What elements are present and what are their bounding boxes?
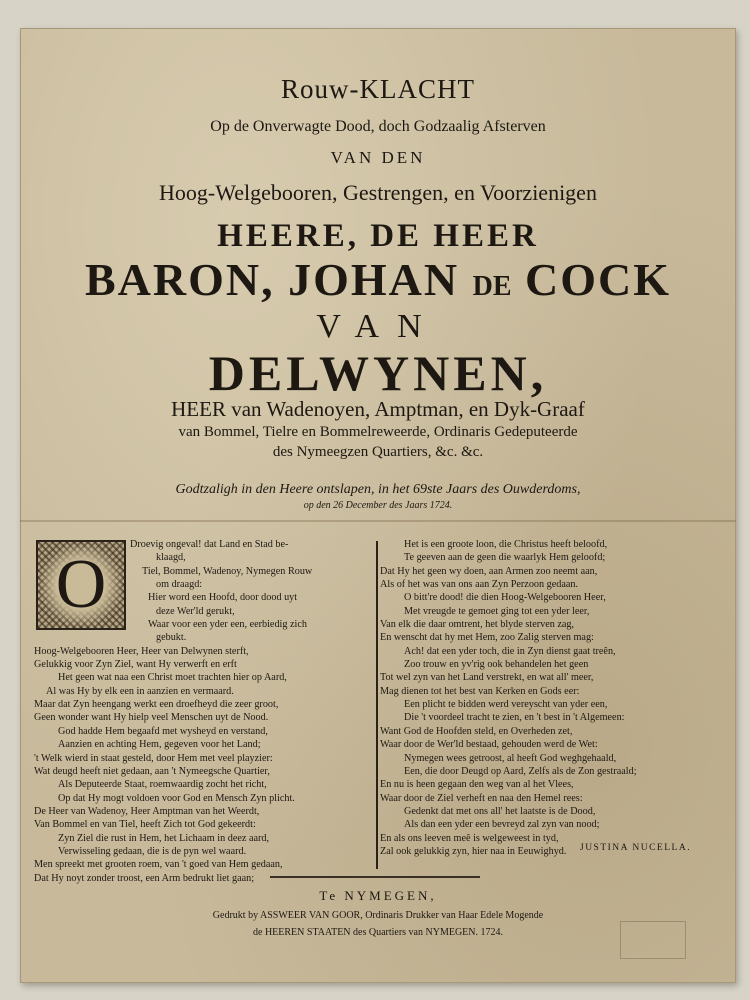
poem-line: Zoo trouw en yv'rig ook behandelen het geen xyxy=(404,659,589,671)
poem-line: Ach! dat een yder toch, die in Zyn dienst gaat treên, xyxy=(404,645,616,657)
imprint-authority: de HEEREN STAATEN des Quartiers van NYMEGEN. 1724. xyxy=(253,927,503,938)
poem-line: Verwisseling gedaan, die is de pyn wel waard. xyxy=(58,845,247,857)
imprint-place: Te NYMEGEN, xyxy=(319,888,437,903)
poem-line: Die 't voordeel tracht te zien, en 't best in 't Algemeen: xyxy=(404,712,625,724)
poem-line: Met vreugde te gemoet ging tot een yder leer, xyxy=(404,605,590,617)
fold-crease xyxy=(20,520,736,522)
poem-line: Hoog-Welgebooren Heer, Heer van Delwynen sterft, xyxy=(34,645,249,657)
poem-line: Een plicht te bidden werd vereyscht van yder een, xyxy=(404,699,608,711)
poem-line: Hier word een Hoofd, door dood uyt xyxy=(148,592,298,604)
poem-line: Waar voor een yder een, eerbiedig zich xyxy=(148,619,307,631)
name-line xyxy=(20,253,736,306)
poem-right-column xyxy=(380,538,722,858)
column-divider xyxy=(376,541,378,869)
poem-line: Wat deugd heeft niet gedaan, aan 't Nymeegsche Quartier, xyxy=(34,765,270,777)
poem-line: De Heer van Wadenoy, Heer Amptman van het Weerdt, xyxy=(34,805,260,817)
poem-line: Waar door de Wer'ld bestaad, gehouden werd de Wet: xyxy=(380,739,598,751)
poem-line: Tiel, Bommel, Wadenoy, Nymegen Rouw xyxy=(142,565,313,577)
broadside-sheet xyxy=(20,28,736,983)
poem-line: Mag dienen tot het best van Kerken en Gods eer: xyxy=(380,685,580,697)
poem-line: Al was Hy by elk een in aanzien en vermaard. xyxy=(46,685,234,697)
van-den-line: VAN DEN xyxy=(330,148,426,167)
offices-line: van Bommel, Tielre en Bommelreweerde, Ordinaris Gedeputeerde xyxy=(178,424,578,440)
death-notice-line: Godtzaligh in den Heere ontslapen, in het 69ste Jaars des Ouwderdoms, xyxy=(175,482,581,497)
author-signature: JUSTINA NUCELLA. xyxy=(580,843,692,853)
poem-left-column xyxy=(34,538,369,885)
poem-line: God hadde Hem begaafd met wysheyd en verstand, xyxy=(58,725,268,737)
poem-line: Want God de Hoofden steld, en Overheden zet, xyxy=(380,725,573,737)
poem-line: Aanzien en achting Hem, gegeven voor het Land; xyxy=(58,739,261,751)
name-part-1: BARON, JOHAN xyxy=(84,254,460,305)
poem-line: Als dan een yder een bevreyd zal zyn van nood; xyxy=(404,819,600,831)
poem-line: Maar dat Zyn heengang werkt een droefheyd die zeer groot, xyxy=(34,699,279,711)
footer-rule xyxy=(270,876,480,878)
poem-line: Tot wel zyn van het Land verstrekt, en wat all' meer, xyxy=(380,672,594,684)
death-date-line: op den 26 December des Jaars 1724. xyxy=(303,500,453,511)
poem-line: Op dat Hy mogt voldoen voor God en Mensch Zyn plicht. xyxy=(58,792,295,804)
poem-line: Geen wonder want Hy hielp veel Menschen uyt de Nood. xyxy=(34,712,269,724)
poem-line: Van Bommel en van Tiel, heeft Zich tot God gekeerdt: xyxy=(34,819,256,831)
poem-line: Te geeven aan de geen die waarlyk Hem geloofd; xyxy=(404,552,606,564)
poem-line: Droevig ongeval! dat Land en Stad be- xyxy=(130,539,289,550)
delwynen-line: DELWYNEN, xyxy=(208,345,548,401)
imprint-printer: Gedrukt by ASSWEER VAN GOOR, Ordinaris Drukker van Haar Edele Mogende xyxy=(212,910,544,921)
honorifics-line: Hoog-Welgebooren, Gestrengen, en Voorzienigen xyxy=(159,180,597,205)
poem-line: Waar door de Ziel verheft en naa den Hemel rees: xyxy=(380,792,583,804)
poem-line: Dat Hy noyt zonder troost, een Arm bedrukt liet gaan; xyxy=(34,872,255,884)
poem-line: gebukt. xyxy=(156,632,187,644)
poem-line: Het geen wat naa een Christ moet trachten hier op Aard, xyxy=(58,672,287,684)
titles-line: HEER van Wadenoyen, Amptman, en Dyk-Graaf xyxy=(171,397,585,421)
name-part-cock: COCK xyxy=(525,254,672,305)
title-rouw-klacht: Rouw-KLACHT xyxy=(281,74,475,104)
poem-line: Zal ook gelukkig zyn, hier naa in Eeuwighyd. xyxy=(380,845,567,857)
name-part-de: DE xyxy=(472,271,512,302)
poem-line: En wenscht dat hy met Hem, zoo Zalig sterven mag: xyxy=(380,632,594,644)
poem-line: Zyn Ziel die rust in Hem, het Lichaam in deez aard, xyxy=(58,832,270,844)
poem-line: En als ons leeven meê is welgeweest in tyd, xyxy=(380,832,559,844)
poem-line: Van elk die daar omtrent, het blyde sterven zag, xyxy=(380,619,575,631)
decorated-initial-icon: O xyxy=(36,540,126,630)
van-line: VAN xyxy=(316,308,440,345)
poem-line: En nu is heen gegaan den weg van al het Vlees, xyxy=(380,779,574,791)
poem-line: Als of het was van ons aan Zyn Perzoon gedaan. xyxy=(380,579,579,591)
quartiers-line: des Nymeegzen Quartiers, &c. &c. xyxy=(272,444,484,460)
poem-line: Men spreekt met grooten roem, van 't goed van Hem gedaan, xyxy=(34,859,283,871)
poem-line: Een, die door Deugd op Aard, Zelfs als de Zon gestraald; xyxy=(404,765,637,777)
poem-line: Als Deputeerde Staat, roemwaardig zocht het richt, xyxy=(58,779,267,791)
poem-line: om draagd: xyxy=(156,579,203,591)
subtitle-line: Op de Onverwagte Dood, doch Godzaalig Afsterven xyxy=(210,118,546,135)
poem-line: O bitt're dood! die dien Hoog-Welgebooren Heer, xyxy=(404,592,606,604)
poem-line: Gedenkt dat met ons all' het laatste is de Dood, xyxy=(404,805,596,817)
poem-line: deze Wer'ld gerukt, xyxy=(156,605,235,617)
poem-line: 't Welk wierd in staat gesteld, door Hem met veel playzier: xyxy=(34,752,273,764)
heere-line: HEERE, DE HEER xyxy=(217,218,539,254)
library-stamp xyxy=(620,921,686,959)
poem-line: Nymegen wees getroost, al heeft God weghgehaald, xyxy=(404,752,617,764)
poem-line: Dat Hy het geen wy doen, aan Armen zoo neemt aan, xyxy=(380,565,598,577)
poem-line: Het is een groote loon, die Christus heeft beloofd, xyxy=(404,539,608,550)
poem-line: klaagd, xyxy=(156,552,186,564)
poem-line: Gelukkig voor Zyn Ziel, want Hy verwerft en erft xyxy=(34,659,237,671)
